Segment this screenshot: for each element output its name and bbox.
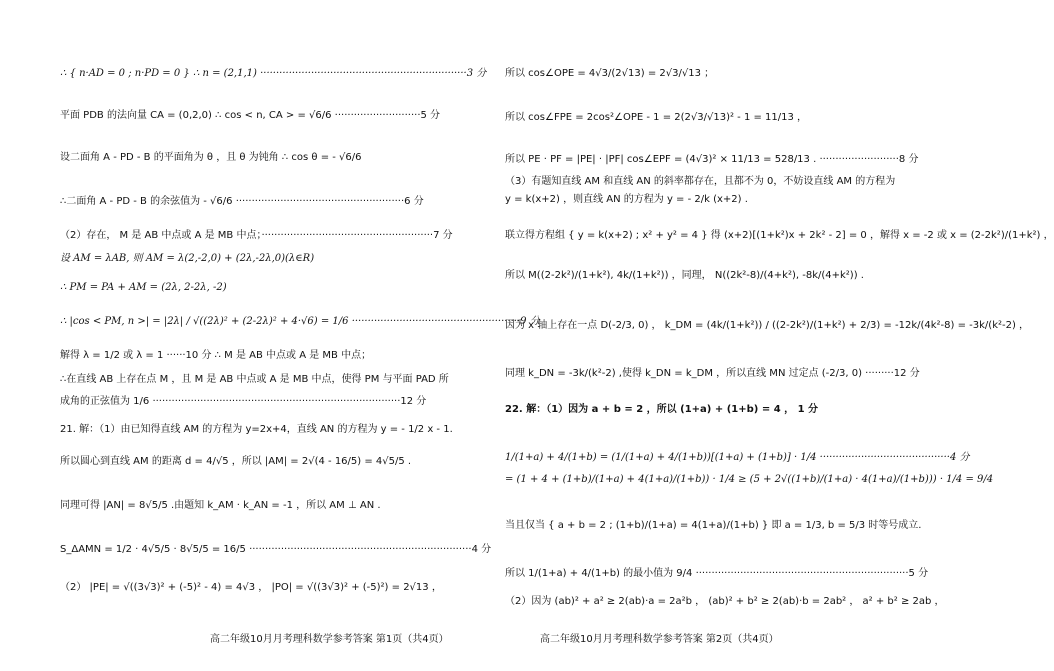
right-line-2: 所以 cos∠FPE = 2cos²∠OPE - 1 = 2(2√3/√13)² - 1 = 11/13 ，: [505, 112, 808, 123]
left-page-footer: 高二年级10月月考理科数学参考答案 第1页（共4页）: [210, 634, 449, 645]
left-line-3: 设二面角 A - PD - B 的平面角为 θ ，且 θ 为钝角 ∴ cos θ = - √6/6: [60, 152, 362, 163]
left-line-15: S_ΔAMN = 1/2 · 4√5/5 · 8√5/5 = 16/5 ······································································4 分: [60, 544, 492, 555]
left-column: [60, 0, 540, 671]
left-line-6: 设 AM = λAB, 则 AM = λ(2,-2,0) + (2λ,-2λ,0)(λ∈R): [60, 253, 315, 264]
right-line-15: （2）因为 (ab)² + a² ≥ 2(ab)·a = 2a²b ， (ab)² + b² ≥ 2(ab)·b = 2ab² ， a² + b² ≥ 2ab ，: [505, 596, 945, 607]
left-line-8: ∴ |cos < PM, n >| = |2λ| / √((2λ)² + (2-2λ)² + 4·√6) = 1/6 ·····················································9 分: [60, 316, 540, 327]
right-line-12: = (1 + 4 + (1+b)/(1+a) + 4(1+a)/(1+b)) · 1/4 ≥ (5 + 2√((1+b)/(1+a) · 4(1+a)/(1+b))) · 1/4 = 9/4: [505, 474, 994, 485]
left-line-7: ∴ PM = PA + AM = (2λ, 2-2λ, -2): [60, 282, 227, 293]
left-line-4: ∴二面角 A - PD - B 的余弦值为 - √6/6 ·····················································6 分: [60, 196, 424, 207]
left-line-13: 所以圆心到直线 AM 的距离 d = 4/√5 ，所以 |AM| = 2√(4 - 16/5) = 4√5/5 .: [60, 456, 412, 467]
right-line-8: 因为 x 轴上存在一点 D(-2/3, 0) ， k_DM = (4k/(1+k²)) / ((2-2k²)/(1+k²) + 2/3) = -12k/(4k²-8) = -3k/(k²-2) ，: [505, 320, 1030, 331]
left-line-5: （2）存在， M 是 AB 中点或 A 是 MB 中点；······················································7 分: [60, 230, 453, 241]
right-line-5: y = k(x+2) ，则直线 AN 的方程为 y = - 2/k (x+2) .: [505, 194, 748, 205]
left-line-10: ∴在直线 AB 上存在点 M ，且 M 是 AB 中点或 A 是 MB 中点，使得 PM 与平面 PAD 所: [60, 374, 449, 385]
left-line-11: 成角的正弦值为 1/6 ··············································································12 分: [60, 396, 427, 407]
right-line-3: 所以 PE · PF = |PE| · |PF| cos∠EPF = (4√3)² × 11/13 = 528/13 . ·························8 分: [505, 154, 919, 165]
right-line-14: 所以 1/(1+a) + 4/(1+b) 的最小值为 9/4 ···································································5 分: [505, 568, 929, 579]
right-line-13: 当且仅当 { a + b = 2 ; (1+b)/(1+a) = 4(1+a)/(1+b) } 即 a = 1/3, b = 5/3 时等号成立.: [505, 520, 922, 531]
left-line-1: ∴ { n·AD = 0 ; n·PD = 0 } ∴ n = (2,1,1) ·································································3 分: [60, 68, 487, 79]
right-line-7: 所以 M((2-2k²)/(1+k²), 4k/(1+k²)) ，同理， N((2k²-8)/(4+k²), -8k/(4+k²)) .: [505, 270, 864, 281]
left-line-9: 解得 λ = 1/2 或 λ = 1 ······10 分 ∴ M 是 AB 中点或 A 是 MB 中点；: [60, 350, 372, 361]
right-line-4: （3）有题知直线 AM 和直线 AN 的斜率都存在，且都不为 0，不妨设直线 AM 的方程为: [505, 176, 896, 187]
right-line-11: 1/(1+a) + 4/(1+b) = (1/(1+a) + 4/(1+b))[(1+a) + (1+b)] · 1/4 ·········································4 分: [505, 452, 970, 463]
right-line-10: 22. 解：（1）因为 a + b = 2 ，所以 (1+a) + (1+b) = 4 ， 1 分: [505, 404, 819, 415]
right-page-footer: 高二年级10月月考理科数学参考答案 第2页（共4页）: [540, 634, 779, 645]
right-line-9: 同理 k_DN = -3k/(k²-2) ,使得 k_DN = k_DM ，所以直线 MN 过定点 (-2/3, 0) ·········12 分: [505, 368, 920, 379]
right-column: [505, 0, 1054, 671]
left-line-16: （2） |PE| = √((3√3)² + (-5)² - 4) = 4√3 ， |PO| = √((3√3)² + (-5)²) = 2√13 ，: [60, 582, 442, 593]
right-line-1: 所以 cos∠OPE = 4√3/(2√13) = 2√3/√13 ；: [505, 68, 715, 79]
left-line-12: 21. 解：（1）由已知得直线 AM 的方程为 y=2x+4，直线 AN 的方程为 y = - 1/2 x - 1.: [60, 424, 453, 435]
left-line-2: 平面 PDB 的法向量 CA = (0,2,0) ∴ cos < n, CA > = √6/6 ···························5 分: [60, 110, 441, 121]
right-line-6: 联立得方程组 { y = k(x+2) ; x² + y² = 4 } 得 (x+2)[(1+k²)x + 2k² - 2] = 0 ，解得 x = -2 或 x = (2-2k²)/(1+k²) ，: [505, 230, 1054, 241]
left-line-14: 同理可得 |AN| = 8√5/5 .由题知 k_AM · k_AN = -1 ，所以 AM ⊥ AN .: [60, 500, 381, 511]
